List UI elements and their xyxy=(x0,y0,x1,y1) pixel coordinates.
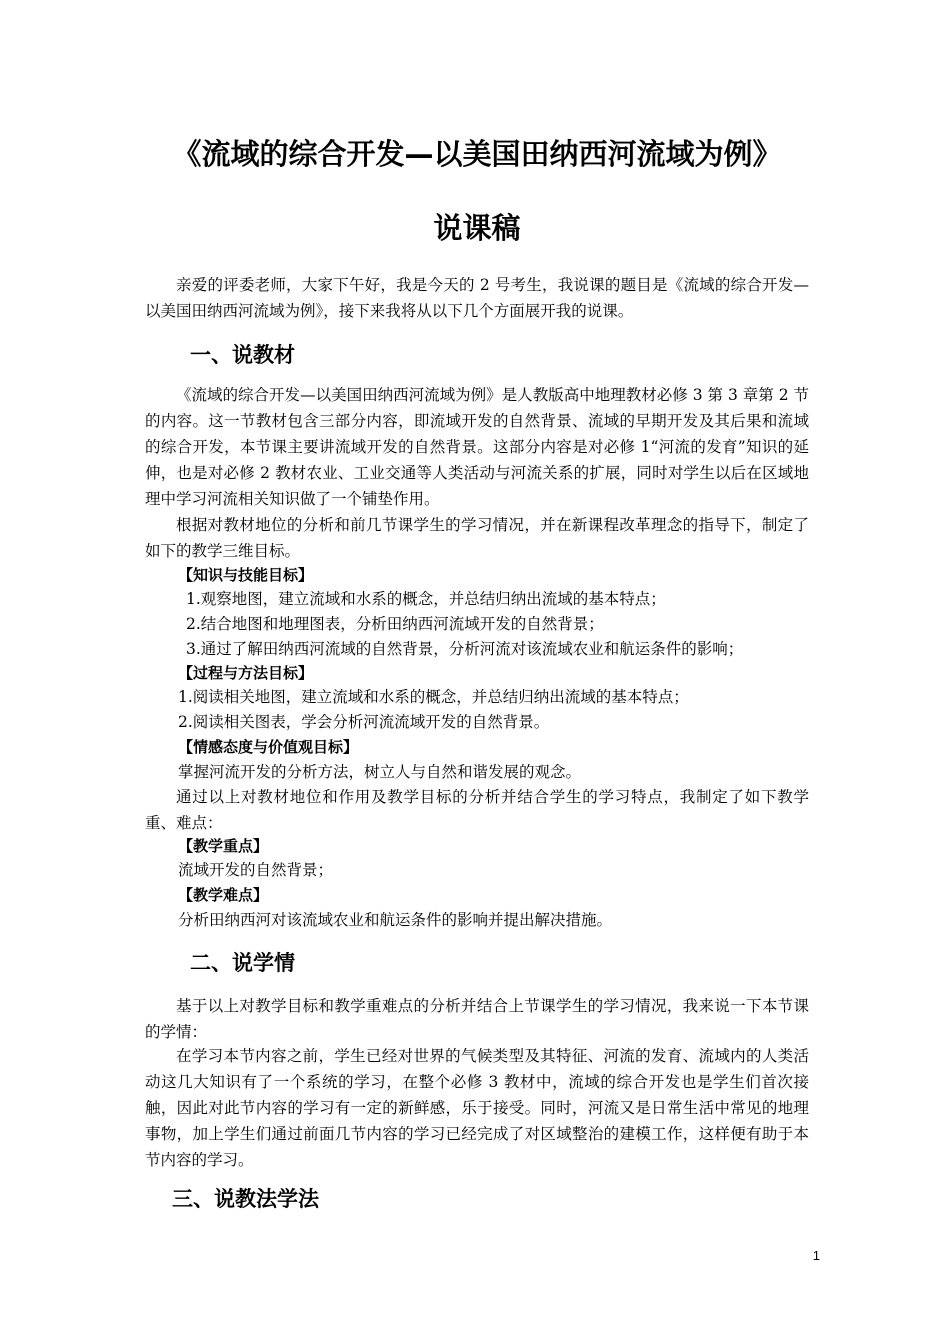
knowledge-goal-item: 1.观察地图，建立流域和水系的概念，并总结归纳出流域的基本特点； xyxy=(186,590,666,608)
textbook-paragraph: 《流域的综合开发—以美国田纳西河流域为例》是人教版高中地理教材必修 3 第 3 章第 2 节的内容。这一节教材包含三部分内容，即流域开发的自然背景、流域的早期开发及其后果和流域的综合开发，本节课主要讲流域开发的自然背景。这部分内容是对必修 1“河流的发育”知识的延伸，也是对必修 2 教材农业、工业交通等人类活动与河流关系的扩展，同时对学生以后在区域地理中学习河流相关知识做了一个铺垫作用。 xyxy=(145,386,809,508)
page-number: 1 xyxy=(812,1248,820,1263)
section-heading-textbook: 一、说教材 xyxy=(190,343,295,367)
goals-intro-paragraph: 根据对教材地位的分析和前几节课学生的学习情况，并在新课程改革理念的指导下，制定了如下的教学三维目标。 xyxy=(145,516,809,560)
emotion-values-label: 【情感态度与价值观目标】 xyxy=(178,738,359,756)
key-point-text: 流域开发的自然背景； xyxy=(178,861,334,879)
difficulty-text: 分析田纳西河对该流域农业和航运条件的影响并提出解决措施。 xyxy=(178,911,613,929)
students-paragraph-1: 基于以上对教学目标和教学重难点的分析并结合上节课学生的学习情况，我来说一下本节课的学情： xyxy=(145,997,809,1041)
emotion-goal-text: 掌握河流开发的分析方法，树立人与自然和谐发展的观念。 xyxy=(178,763,582,781)
key-difficulty-intro: 通过以上对教材地位和作用及教学目标的分析并结合学生的学习特点，我制定了如下教学重、难点： xyxy=(145,788,809,832)
document-subtitle: 说课稿 xyxy=(433,211,521,245)
key-point-label: 【教学重点】 xyxy=(178,837,269,855)
knowledge-goal-item: 3.通过了解田纳西河流域的自然背景，分析河流对该流域农业和航运条件的影响； xyxy=(186,640,744,658)
document-title: 《流域的综合开发—以美国田纳西河流域为例》 xyxy=(172,137,782,171)
section-heading-students: 二、说学情 xyxy=(190,951,295,975)
difficulty-label: 【教学难点】 xyxy=(178,886,269,904)
process-goal-item: 1.阅读相关地图，建立流域和水系的概念，并总结归纳出流域的基本特点； xyxy=(178,688,689,706)
students-paragraph-2: 在学习本节内容之前，学生已经对世界的气候类型及其特征、河流的发育、流域内的人类活动这几大知识有了一个系统的学习，在整个必修 3 教材中，流域的综合开发也是学生们首次接触，因此对此节内容的学习有一定的新鲜感，乐于接受。同时，河流又是日常生活中常见的地理事物，加上学生们通过前面几节内容的学习已经完成了对区域整治的建模工作，这样便有助于本节内容的学习。 xyxy=(145,1047,809,1169)
process-goal-item: 2.阅读相关图表，学会分析河流流域开发的自然背景。 xyxy=(178,713,550,731)
knowledge-skills-label: 【知识与技能目标】 xyxy=(178,566,314,584)
process-method-label: 【过程与方法目标】 xyxy=(178,664,314,682)
intro-paragraph: 亲爱的评委老师，大家下午好，我是今天的 2 号考生，我说课的题目是《流域的综合开发—以美国田纳西河流域为例》，接下来我将从以下几个方面展开我的说课。 xyxy=(145,276,809,320)
knowledge-goal-item: 2.结合地图和地理图表，分析田纳西河流域开发的自然背景； xyxy=(186,615,604,633)
section-heading-methods: 三、说教法学法 xyxy=(172,1187,319,1211)
